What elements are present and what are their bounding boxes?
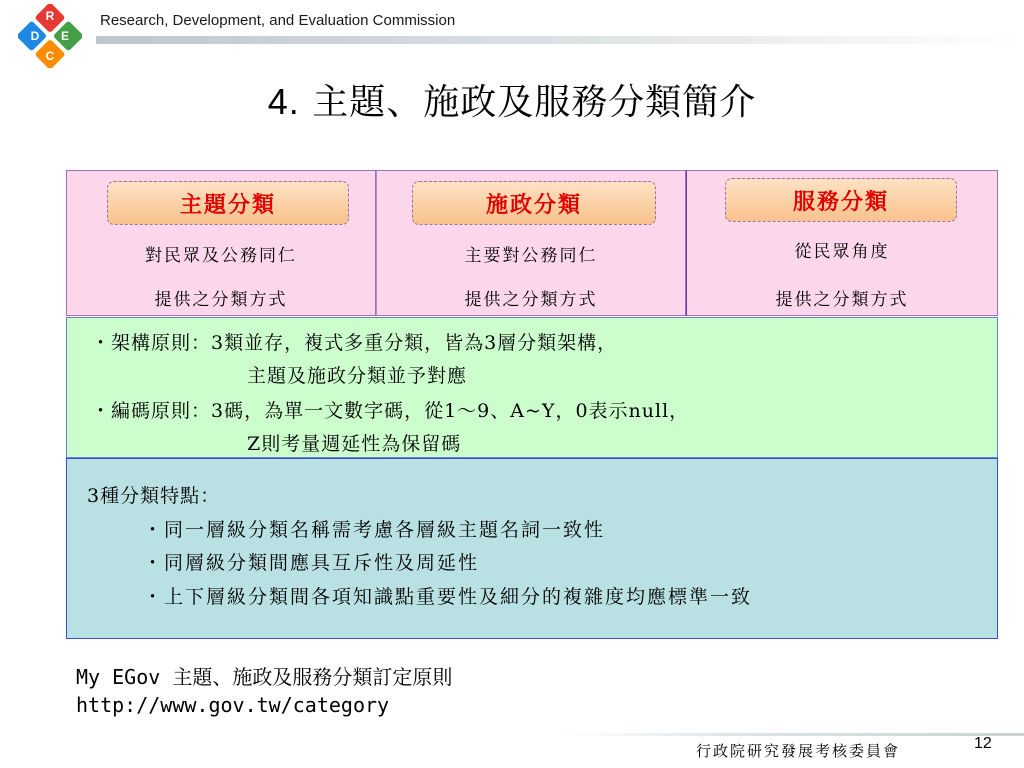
category-policy-label: 施政分類 — [412, 181, 656, 225]
reference-title: My EGov 主題、施政及服務分類訂定原則 — [76, 665, 453, 689]
features-heading: 3種分類特點： — [87, 485, 221, 507]
principles-panel — [66, 317, 998, 458]
footer-org-name: 行政院研究發展考核委員會 — [696, 742, 901, 760]
category-topic — [66, 170, 376, 316]
header-org-name: Research, Development, and Evaluation Commission — [100, 12, 456, 29]
category-topic-desc-line2: 提供之分類方式 — [154, 290, 288, 310]
logo-letter-e: E — [60, 29, 70, 43]
category-policy-desc-line2: 提供之分類方式 — [464, 290, 598, 310]
slide-title-text: 主題、施政及服務分類簡介 — [312, 82, 757, 123]
slide-title — [0, 74, 1024, 125]
logo-letter-r: R — [45, 9, 55, 23]
category-topic-desc-line1: 對民眾及公務同仁 — [145, 246, 297, 266]
logo-letter-c: C — [45, 49, 55, 63]
page-number: 12 — [974, 735, 992, 752]
slide-title-number: 4. — [267, 81, 300, 122]
footer-divider — [560, 733, 1024, 736]
principle-structure-line2: 主題及施政分類並予對應 — [247, 365, 468, 387]
reference-url[interactable]: http://www.gov.tw/category — [76, 693, 390, 717]
rdec-logo — [18, 4, 82, 68]
principle-structure-line1: ・架構原則：3類並存，複式多重分類，皆為3層分類架構， — [91, 332, 618, 354]
category-topic-label: 主題分類 — [107, 181, 349, 225]
feature-item: ・同一層級分類名稱需考慮各層級主題名詞一致性 — [143, 519, 606, 541]
category-policy — [376, 170, 686, 316]
feature-item: ・上下層級分類間各項知識點重要性及細分的複雜度均應標準一致 — [143, 586, 753, 608]
principle-coding-line1: ・編碼原則：3碼，為單一文數字碼，從1～9、A~Y，0表示null， — [91, 400, 690, 422]
logo-letter-d: D — [30, 29, 40, 43]
category-service-label: 服務分類 — [725, 178, 957, 222]
category-service — [686, 170, 998, 316]
category-service-desc-line1: 從民眾角度 — [794, 242, 890, 262]
feature-item: ・同層級分類間應具互斥性及周延性 — [143, 552, 480, 574]
header-divider — [96, 36, 1024, 44]
category-policy-desc-line1: 主要對公務同仁 — [464, 246, 598, 266]
category-service-desc-line2: 提供之分類方式 — [775, 290, 909, 310]
features-panel — [66, 458, 998, 639]
principle-coding-line2: Z則考量週延性為保留碼 — [247, 433, 462, 455]
